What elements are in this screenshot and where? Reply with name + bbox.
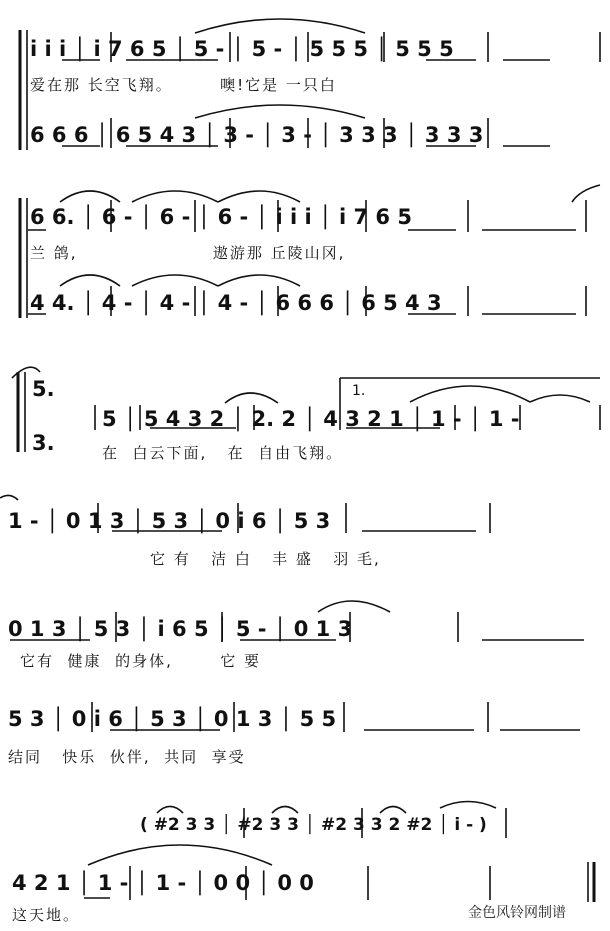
row1-melody: i i i │ i 7 6 5 │ 5 - │ 5 - │ 5 5 5 │ 5 5 5 — [30, 37, 454, 61]
row3-upper-note: 5. — [32, 377, 55, 401]
row6-lyric: 结同 快乐 伙伴, 共同 享受 — [8, 748, 246, 766]
row3-lyric: 在 白云下面, 在 自由飞翔。 — [102, 444, 344, 462]
row5-lyric: 它有 健康 的身体, 它 要 — [20, 652, 261, 670]
row4-lyric: 它 有 洁 白 丰 盛 羽 毛, — [150, 550, 381, 568]
row6-melody: 5 3 │ 0 i 6 │ 5 3 │ 0 1 3 │ 5 5 — [8, 707, 337, 731]
row1-harmony: 6 6 6 │ 6 5 4 3 │ 3 - │ 3 - │ 3 3 3 │ 3 3 3 — [30, 123, 484, 147]
row4-melody: 1 - │ 0 1 3 │ 5 3 │ 0 i 6 │ 5 3 — [8, 509, 331, 533]
row1-lyric: 爱在那 长空飞翔。 噢!它是 一只白 — [30, 76, 337, 94]
row2-harmony: 4 4. │ 4 - │ 4 - │ 4 - │ 6 6 6 │ 6 5 4 3 — [30, 291, 442, 315]
row7-lyric: 这天地。 — [12, 906, 81, 924]
row7-parenthetical: ( #2 3 3 │ #2 3 3 │ #2 3 3 2 #2 │ i - ) — [140, 815, 487, 835]
volta-label: 1. — [352, 383, 366, 399]
row5-melody: 0 1 3 │ 5 3 │ i 6 5 │ 5 - │ 0 1 3 — [8, 617, 353, 641]
row3-melody: 5 │ 5 4 3 2 │ 2. 2 │ 4 3 2 1 │ 1 - │ 1 - — [102, 407, 520, 431]
credit-text: 金色风铃网制谱 — [468, 905, 566, 921]
row2-melody: 6 6. │ 6 - │ 6 - │ 6 - │ i i i │ i 7 6 5 — [30, 205, 412, 229]
row7-melody: 4 2 1 │ 1 - │ 1 - │ 0 0 │ 0 0 — [12, 871, 314, 895]
row2-lyric: 兰 鸽, 遨游那 丘陵山冈, — [30, 244, 346, 262]
row3-lower-note: 3. — [32, 431, 55, 455]
